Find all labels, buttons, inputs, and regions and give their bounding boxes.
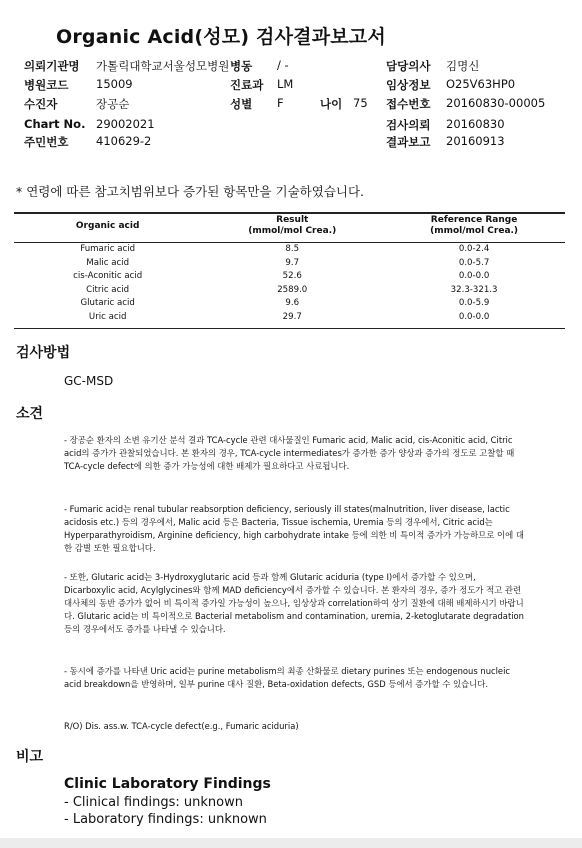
finding-paragraph-2 <box>64 503 524 555</box>
label-sex: 성별 <box>230 97 253 111</box>
clinic-findings <box>64 776 271 829</box>
value-test-request: 20160830 <box>446 117 505 131</box>
table-row <box>14 311 565 325</box>
value-department: LM <box>277 77 294 91</box>
value-doctor: 김명신 <box>446 59 480 73</box>
acid-reference: 32.3-321.3 <box>450 284 498 295</box>
col-result-unit: (mmol/mol Crea.) <box>248 226 337 236</box>
value-sex: F <box>277 96 284 110</box>
laboratory-findings-item: - Laboratory findings: unknown <box>64 812 267 827</box>
acid-result: 29.7 <box>282 311 302 322</box>
col-reference-range <box>383 213 565 239</box>
acid-result: 2589.0 <box>277 284 308 295</box>
clinic-heading: Clinic Laboratory Findings <box>64 776 271 792</box>
acid-reference: 0.0-5.7 <box>458 257 490 268</box>
label-patient: 수진자 <box>24 97 58 111</box>
col-result-title: Result <box>276 215 309 225</box>
table-bottom-rule <box>14 328 565 329</box>
value-patient: 장공순 <box>96 97 130 111</box>
col-reference-title: Reference Range <box>430 215 518 225</box>
report-title: Organic Acid(성모) 검사결과보고서 <box>56 26 386 48</box>
finding-paragraph-1 <box>64 434 524 473</box>
value-hospital-code: 15009 <box>96 77 133 91</box>
section-remarks-title: 비고 <box>16 749 44 765</box>
value-result-report: 20160913 <box>446 134 505 148</box>
value-resident-number: 410629-2 <box>96 134 152 148</box>
label-clinical-info: 임상정보 <box>386 78 431 92</box>
col-result <box>201 213 383 239</box>
label-doctor: 담당의사 <box>386 59 431 73</box>
acid-name: Uric acid <box>88 311 127 322</box>
label-department: 진료과 <box>230 78 264 92</box>
clinical-findings-item: - Clinical findings: unknown <box>64 794 243 810</box>
acid-reference: 0.0-0.0 <box>458 271 490 282</box>
results-table <box>14 213 565 324</box>
section-findings-title: 소견 <box>16 406 44 422</box>
acid-result: 8.5 <box>285 244 300 255</box>
table-row <box>14 297 565 311</box>
table-row <box>14 243 565 257</box>
acid-reference: 0.0-2.4 <box>458 244 490 255</box>
finding-text: - 장공순 환자의 소변 유기산 분석 결과 TCA-cycle 관련 대사물질인 Fumaric acid, Malic acid, cis-Aconitic acid, Citric acid의 증가가 관찰되었습니다. 본 환자의 경우, TCA-cycle intermediates가 증가한 증가 양상과 증가의 정도로 고찰할 때 TCA-cycle defect에 의한 증가 가능성에 대한 배제가 필요하다고 사료됩니다. <box>64 435 515 471</box>
col-organic-acid: Organic acid <box>75 220 140 231</box>
label-test-request: 검사의뢰 <box>386 118 431 132</box>
acid-reference: 0.0-0.0 <box>458 311 490 322</box>
col-reference-unit: (mmol/mol Crea.) <box>430 226 519 236</box>
label-age: 나이 <box>320 97 343 111</box>
label-resident-number: 주민번호 <box>24 135 69 149</box>
value-requesting-institution: 가톨릭대학교서울성모병원 <box>96 59 230 73</box>
acid-result: 52.6 <box>282 271 302 282</box>
label-requesting-institution: 의뢰기관명 <box>24 59 80 73</box>
label-ward: 병동 <box>230 59 253 73</box>
footer-bar <box>0 838 582 848</box>
reference-note: * 연령에 따른 참고치범위보다 증가된 항목만을 기술하였습니다. <box>16 184 365 199</box>
value-ward: / - <box>277 58 289 72</box>
acid-result: 9.6 <box>285 298 300 309</box>
acid-name: Glutaric acid <box>80 298 135 309</box>
table-row <box>14 257 565 271</box>
acid-name: Fumaric acid <box>80 244 136 255</box>
method-value: GC-MSD <box>64 374 114 388</box>
value-receipt-number: 20160830-00005 <box>446 96 546 110</box>
table-header-row <box>14 213 565 239</box>
acid-name: Malic acid <box>86 257 130 268</box>
acid-name: Citric acid <box>86 284 130 295</box>
value-clinical-info: O25V63HP0 <box>446 77 516 91</box>
finding-paragraph-4 <box>64 665 524 691</box>
acid-result: 9.7 <box>285 257 300 268</box>
section-method-title: 검사방법 <box>16 345 71 361</box>
finding-text: - 또한, Glutaric acid는 3-Hydroxyglutaric acid 등과 함께 Glutaric aciduria (type I)에서 증가할 수 있으며, Dicarboxylic acid, Acylglycines와 함께 MAD deficiency에서 증가할 수 있습니다. 본 환자의 경우, 증가 정도가 적고 관련 대사체의 동반 증가가 없어 비 특이적 증가일 가능성이 높으나, 임상상과 correlation하여 상기 질환에 대해 배제하시기 바랍니다. Glutaric acid는 비 특이적으로 Bacterial metabolism and contamination, uremia, 2-ketoglutarate degradation 등의 경우에서도 증가를 나타낼 수 있습니다. <box>64 572 524 634</box>
finding-text: - 동시에 증가를 나타낸 Uric acid는 purine metabolism의 최종 산화물로 dietary purines 또는 endogenous nucleic acid breakdown을 반영하며, 일부 purine 대사 질환, Beta-oxidation defects, GSD 등에서 증가할 수 있습니다. <box>64 666 511 689</box>
finding-conclusion <box>64 720 524 733</box>
value-chart-no: 29002021 <box>96 117 155 131</box>
finding-paragraph-3 <box>64 571 524 636</box>
finding-text: - Fumaric acid는 renal tubular reabsorption deficiency, seriously ill states(malnutrition, liver disease, lactic acidosis etc.) 등의 경우에서, Malic acid 등은 Bacteria, Tissue ischemia, Uremia 등의 경우에서, Citric acid는 Hyperparathyroidism, Arginine deficiency, high carbohydrate intake 등에 의한 비 특이적 증가가 가능하므로 이에 대한 감별 또한 필요합니다. <box>64 504 524 553</box>
acid-name: cis-Aconitic acid <box>73 271 143 282</box>
label-hospital-code: 병원코드 <box>24 78 69 92</box>
table-row <box>14 270 565 284</box>
value-age: 75 <box>353 96 368 110</box>
finding-text: R/O) Dis. ass.w. TCA-cycle defect(e.g., Fumaric aciduria) <box>64 721 299 731</box>
label-result-report: 결과보고 <box>386 135 431 149</box>
label-receipt-number: 접수번호 <box>386 97 431 111</box>
label-chart-no: Chart No. <box>24 117 86 131</box>
acid-reference: 0.0-5.9 <box>458 298 490 309</box>
table-row <box>14 284 565 298</box>
